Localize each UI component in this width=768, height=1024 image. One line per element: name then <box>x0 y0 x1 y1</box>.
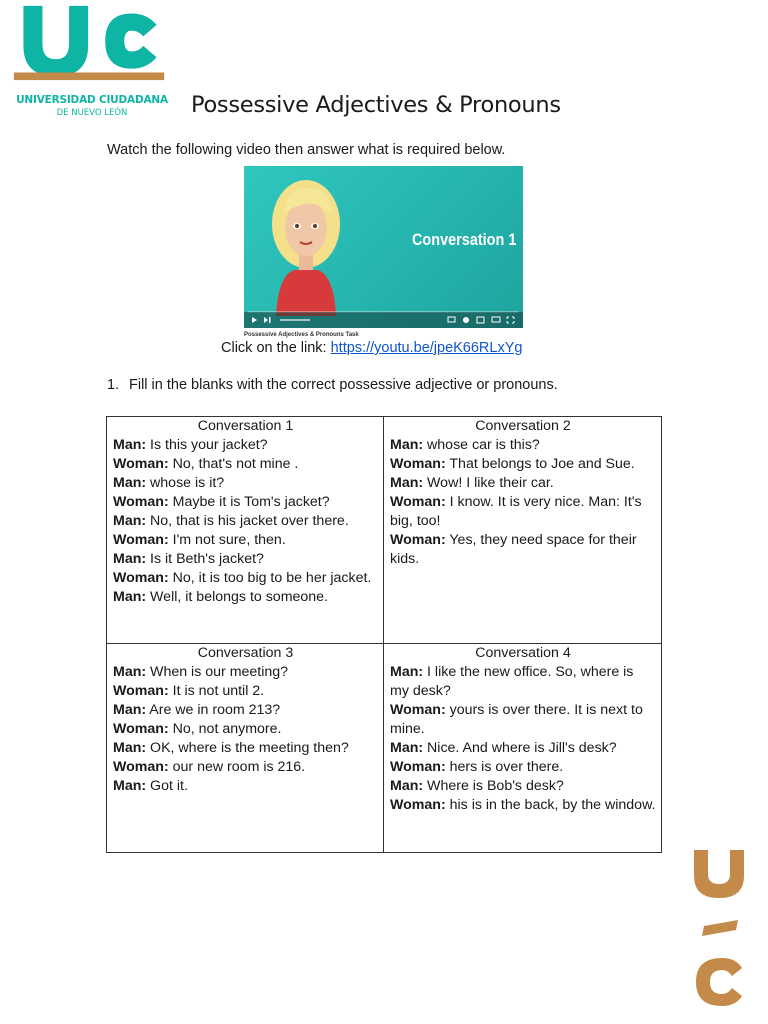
dialogue-line: Woman: That belongs to Joe and Sue. <box>390 456 635 472</box>
uc-logo-mark <box>10 4 170 82</box>
uc-side-brand-mark <box>692 848 746 1010</box>
dialogue-line: Woman: It is not until 2. <box>113 683 265 699</box>
gear-icon <box>463 317 469 323</box>
video-caption: Possessive Adjectives & Pronouns Task <box>244 332 359 338</box>
dialogue-line: Man: Wow! I like their car. <box>390 475 554 491</box>
link-prefix: Click on the link: <box>221 340 331 356</box>
logo-university-name: UNIVERSIDAD CIUDADANA <box>16 94 168 106</box>
dialogue-line: Woman: No, that's not mine . <box>113 456 299 472</box>
link-line <box>221 340 522 356</box>
conversation-3-cell <box>107 644 384 852</box>
video-overlay-title: Conversation 1 <box>412 230 517 249</box>
question-text: Fill in the blanks with the correct possessive adjective or pronouns. <box>129 377 558 393</box>
subtitles-icon <box>448 317 455 322</box>
conversation-2-cell <box>384 417 661 644</box>
conversation-1-cell <box>107 417 384 644</box>
dialogue-line: Woman: I'm not sure, then. <box>113 532 286 548</box>
conversation-title: Conversation 3 <box>197 645 294 661</box>
conversation-title: Conversation 1 <box>197 418 294 434</box>
dialogue-line: Man: OK, where is the meeting then? <box>113 740 349 756</box>
video-controls-icons <box>244 312 523 328</box>
dialogue-line: Man: When is our meeting? <box>113 664 289 680</box>
dialogue-line: Man: Well, it belongs to someone. <box>113 589 329 605</box>
conversations-table <box>106 416 662 853</box>
dialogue-line: Woman: hers is over there. <box>390 759 564 775</box>
dialogue-line: Man: Where is Bob's desk? <box>390 778 564 794</box>
next-icon <box>264 317 268 323</box>
dialogue-line: Woman: Yes, they need space for their kids. <box>390 532 637 567</box>
university-logo <box>10 4 170 118</box>
dialogue-line: Woman: yours is over there. It is next to mine. <box>390 702 643 737</box>
dialogue-line: Man: whose is it? <box>113 475 225 491</box>
dialogue-line: Woman: Maybe it is Tom's jacket? <box>113 494 330 510</box>
dialogue-line: Man: Is this your jacket? <box>113 437 268 453</box>
miniplayer-icon <box>477 317 484 323</box>
conversation-title: Conversation 4 <box>475 645 571 661</box>
dialogue-line: Woman: No, not anymore. <box>113 721 282 737</box>
dialogue-line: Woman: our new room is 216. <box>113 759 306 775</box>
play-icon <box>252 317 257 323</box>
dialogue-line: Man: Are we in room 213? <box>113 702 281 718</box>
logo-university-subtitle: DE NUEVO LEÓN <box>56 108 128 118</box>
theater-icon <box>492 317 500 322</box>
dialogue-line: Man: No, that is his jacket over there. <box>113 513 349 529</box>
question-number: 1. <box>107 377 120 393</box>
instructions-text: Watch the following video then answer what is required below. <box>107 142 506 158</box>
question-1 <box>107 377 558 393</box>
video-link[interactable]: https://youtu.be/jpeK66RLxYg <box>330 340 523 356</box>
conversation-title: Conversation 2 <box>475 418 571 434</box>
video-controls-bar[interactable] <box>244 312 523 328</box>
dialogue-line: Man: whose car is this? <box>390 437 540 453</box>
dialogue-line: Man: Nice. And where is Jill's desk? <box>390 740 617 756</box>
dialogue-line: Man: Is it Beth's jacket? <box>113 551 264 567</box>
cartoon-woman-figure <box>262 176 352 316</box>
dialogue-line: Woman: his is in the back, by the window. <box>390 797 656 813</box>
dialogue-line: Woman: No, it is too big to be her jacket. <box>113 570 372 586</box>
dialogue-line: Man: Got it. <box>113 778 188 794</box>
page-title: Possessive Adjectives & Pronouns <box>191 92 561 118</box>
fullscreen-icon <box>507 317 514 323</box>
conversation-4-cell <box>384 644 661 852</box>
dialogue-line: Woman: I know. It is very nice. Man: It's big, too! <box>390 494 642 529</box>
dialogue-line: Man: I like the new office. So, where is my desk? <box>390 664 634 699</box>
